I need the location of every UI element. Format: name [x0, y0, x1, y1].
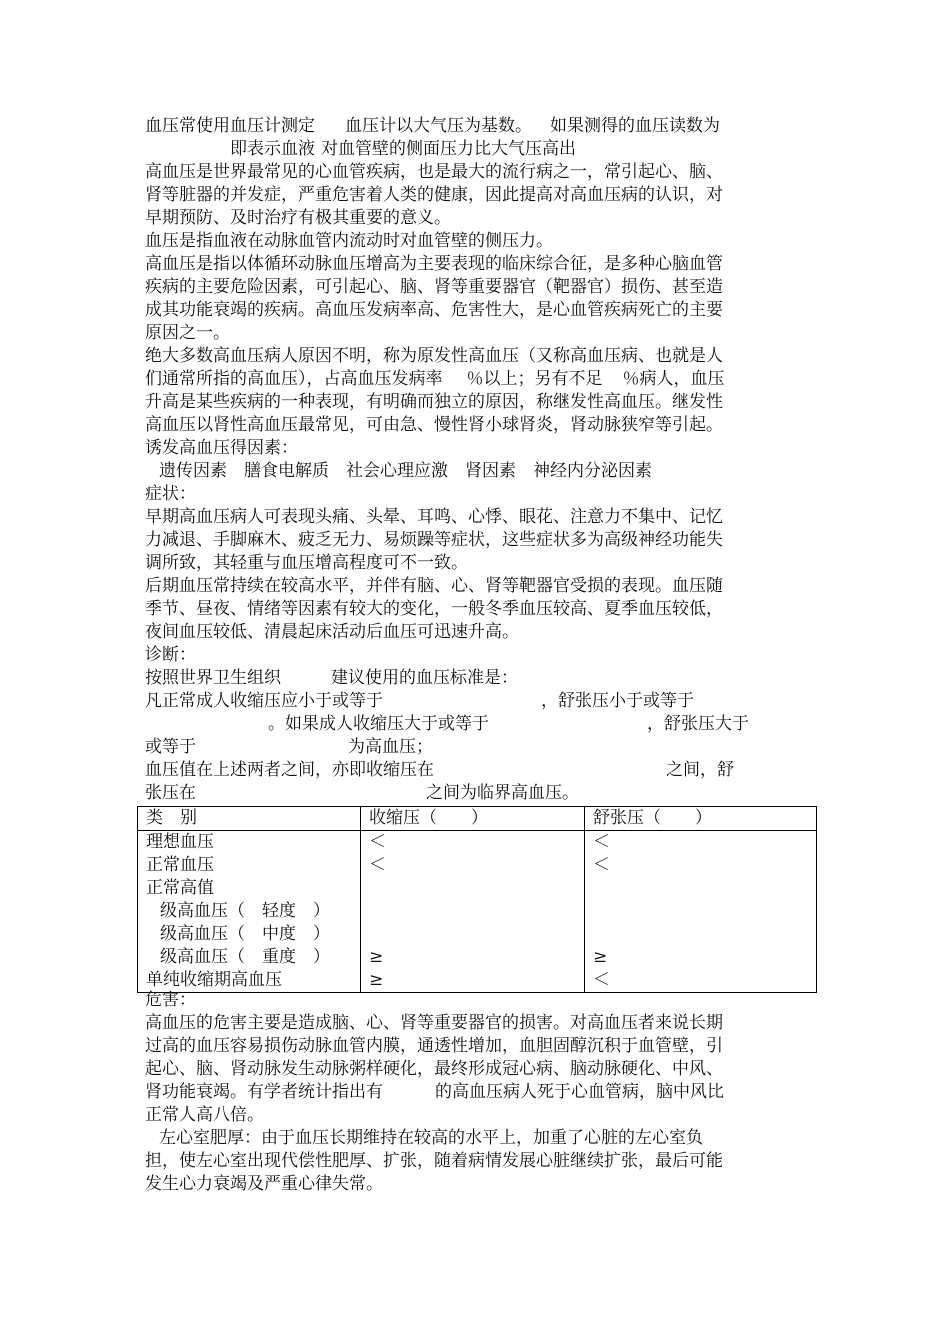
table-row: [138, 877, 817, 900]
text-line: 成其功能衰竭的疾病。高血压发病率高、危害性大，是心血管疾病死亡的主要: [145, 300, 723, 320]
text-line: 诊断：: [145, 645, 196, 665]
text-line: 调所致，其轻重与血压增高程度可不一致。: [145, 553, 468, 573]
text-line: 高血压以肾性高血压最常见，可由急、慢性肾小球肾炎，肾动脉狭窄等引起。: [145, 415, 723, 435]
table-cell: [361, 923, 585, 946]
table-row: [138, 946, 817, 969]
table-cell: 正常血压: [138, 854, 361, 877]
table-cell: ≥: [361, 946, 585, 969]
table-row: [138, 923, 817, 946]
table-cell: [585, 923, 817, 946]
text-line: 诱发高血压得因素：: [145, 438, 298, 458]
text-line: 高血压的危害主要是造成脑、心、肾等重要器官的损害。对高血压者来说长期: [145, 1013, 723, 1033]
text-line: 。如果成人收缩压大于或等于 ，舒张压大于: [268, 714, 749, 734]
table-cell: [361, 877, 585, 900]
text-line: 升高是某些疾病的一种表现，有明确而独立的原因，称继发性高血压。继发性: [145, 392, 723, 412]
text-line: 张压在 之间为临界高血压。: [145, 783, 579, 803]
text-line: 血压值在上述两者之间，亦即收缩压在 之间，舒: [145, 760, 734, 780]
text-line: 们通常所指的高血压），占高血压发病率 ％以上；另有不足 ％病人，血压: [145, 369, 725, 389]
table-cell: [585, 877, 817, 900]
text-line: 夜间血压较低、清晨起床活动后血压可迅速升高。: [145, 622, 519, 642]
text-line: 肾等脏器的并发症，严重危害着人类的健康，因此提高对高血压病的认识，对: [145, 185, 723, 205]
text-line: 绝大多数高血压病人原因不明，称为原发性高血压（又称高血压病、也就是人: [145, 346, 723, 366]
text-line: 症状：: [145, 484, 196, 504]
text-line: 正常人高八倍。: [145, 1105, 264, 1125]
text-line: 凡正常成人收缩压应小于或等于 ，舒张压小于或等于: [145, 691, 694, 711]
table-cell: ≥: [585, 946, 817, 969]
table-cell: 级高血压（ 中度 ）: [138, 923, 361, 946]
table-row: [138, 831, 817, 855]
text-line: 危害：: [145, 990, 196, 1010]
text-line: 力减退、手脚麻木、疲乏无力、易烦躁等症状，这些症状多为高级神经功能失: [145, 530, 723, 550]
text-line: 早期高血压病人可表现头痛、头晕、耳鸣、心悸、眼花、注意力不集中、记忆: [145, 507, 723, 527]
text-line: 高血压是世界最常见的心血管疾病，也是最大的流行病之一，常引起心、脑、: [145, 162, 723, 182]
table-cell: ≥: [361, 969, 585, 993]
table-cell: 正常高值: [138, 877, 361, 900]
text-line: 高血压是指以体循环动脉血压增高为主要表现的临床综合征，是多种心脑血管: [145, 254, 723, 274]
text-line: 遗传因素 膳食电解质 社会心理应激 肾因素 神经内分泌因素: [159, 461, 652, 481]
text-line: 按照世界卫生组织 建议使用的血压标准是：: [145, 668, 518, 688]
table-cell: 级高血压（ 重度 ）: [138, 946, 361, 969]
text-line: 即表示血液 对血管壁的侧面压力比大气压高出: [230, 139, 576, 159]
text-line: 原因之一。: [145, 323, 230, 343]
table-cell: ＜: [585, 854, 817, 877]
table-cell: ＜: [361, 854, 585, 877]
text-line: 后期血压常持续在较高水平，并伴有脑、心、肾等靶器官受损的表现。血压随: [145, 576, 723, 596]
table-cell: [361, 900, 585, 923]
table-row: [138, 900, 817, 923]
table-row: [138, 854, 817, 877]
text-line: 起心、脑、肾动脉发生动脉粥样硬化，最终形成冠心病、脑动脉硬化、中风、: [145, 1059, 723, 1079]
text-line: 早期预防、及时治疗有极其重要的意义。: [145, 208, 451, 228]
text-line: 发生心力衰竭及严重心律失常。: [145, 1174, 383, 1194]
table-header: 舒张压（ ）: [585, 807, 817, 831]
text-line: 过高的血压容易损伤动脉血管内膜，通透性增加，血胆固醇沉积于血管壁，引: [145, 1036, 723, 1056]
text-line: 血压是指血液在动脉血管内流动时对血管壁的侧压力。: [145, 231, 553, 251]
text-line: 或等于 为高血压；: [145, 737, 433, 757]
text-line: 季节、昼夜、情绪等因素有较大的变化，一般冬季血压较高、夏季血压较低，: [145, 599, 723, 619]
table-cell: 理想血压: [138, 831, 361, 855]
text-line: 肾功能衰竭。有学者统计指出有 的高血压病人死于心血管病，脑中风比: [145, 1082, 724, 1102]
table-cell: ＜: [361, 831, 585, 855]
table-header: 收缩压（ ）: [361, 807, 585, 831]
text-line: 左心室肥厚：由于血压长期维持在较高的水平上，加重了心脏的左心室负: [159, 1128, 703, 1148]
table-cell: 级高血压（ 轻度 ）: [138, 900, 361, 923]
table-cell: ＜: [585, 969, 817, 993]
table-cell: ＜: [585, 831, 817, 855]
table-cell: [585, 900, 817, 923]
table-header-row: [138, 807, 817, 831]
blood-pressure-table: [137, 806, 817, 993]
table-cell: 单纯收缩期高血压: [138, 969, 361, 993]
text-line: 血压常使用血压计测定 血压计以大气压为基数。 如果测得的血压读数为: [145, 116, 720, 136]
text-line: 疾病的主要危险因素，可引起心、脑、肾等重要器官（靶器官）损伤、甚至造: [145, 277, 723, 297]
table-header: 类 别: [138, 807, 361, 831]
text-line: 担，使左心室出现代偿性肥厚、扩张，随着病情发展心脏继续扩张，最后可能: [145, 1151, 723, 1171]
